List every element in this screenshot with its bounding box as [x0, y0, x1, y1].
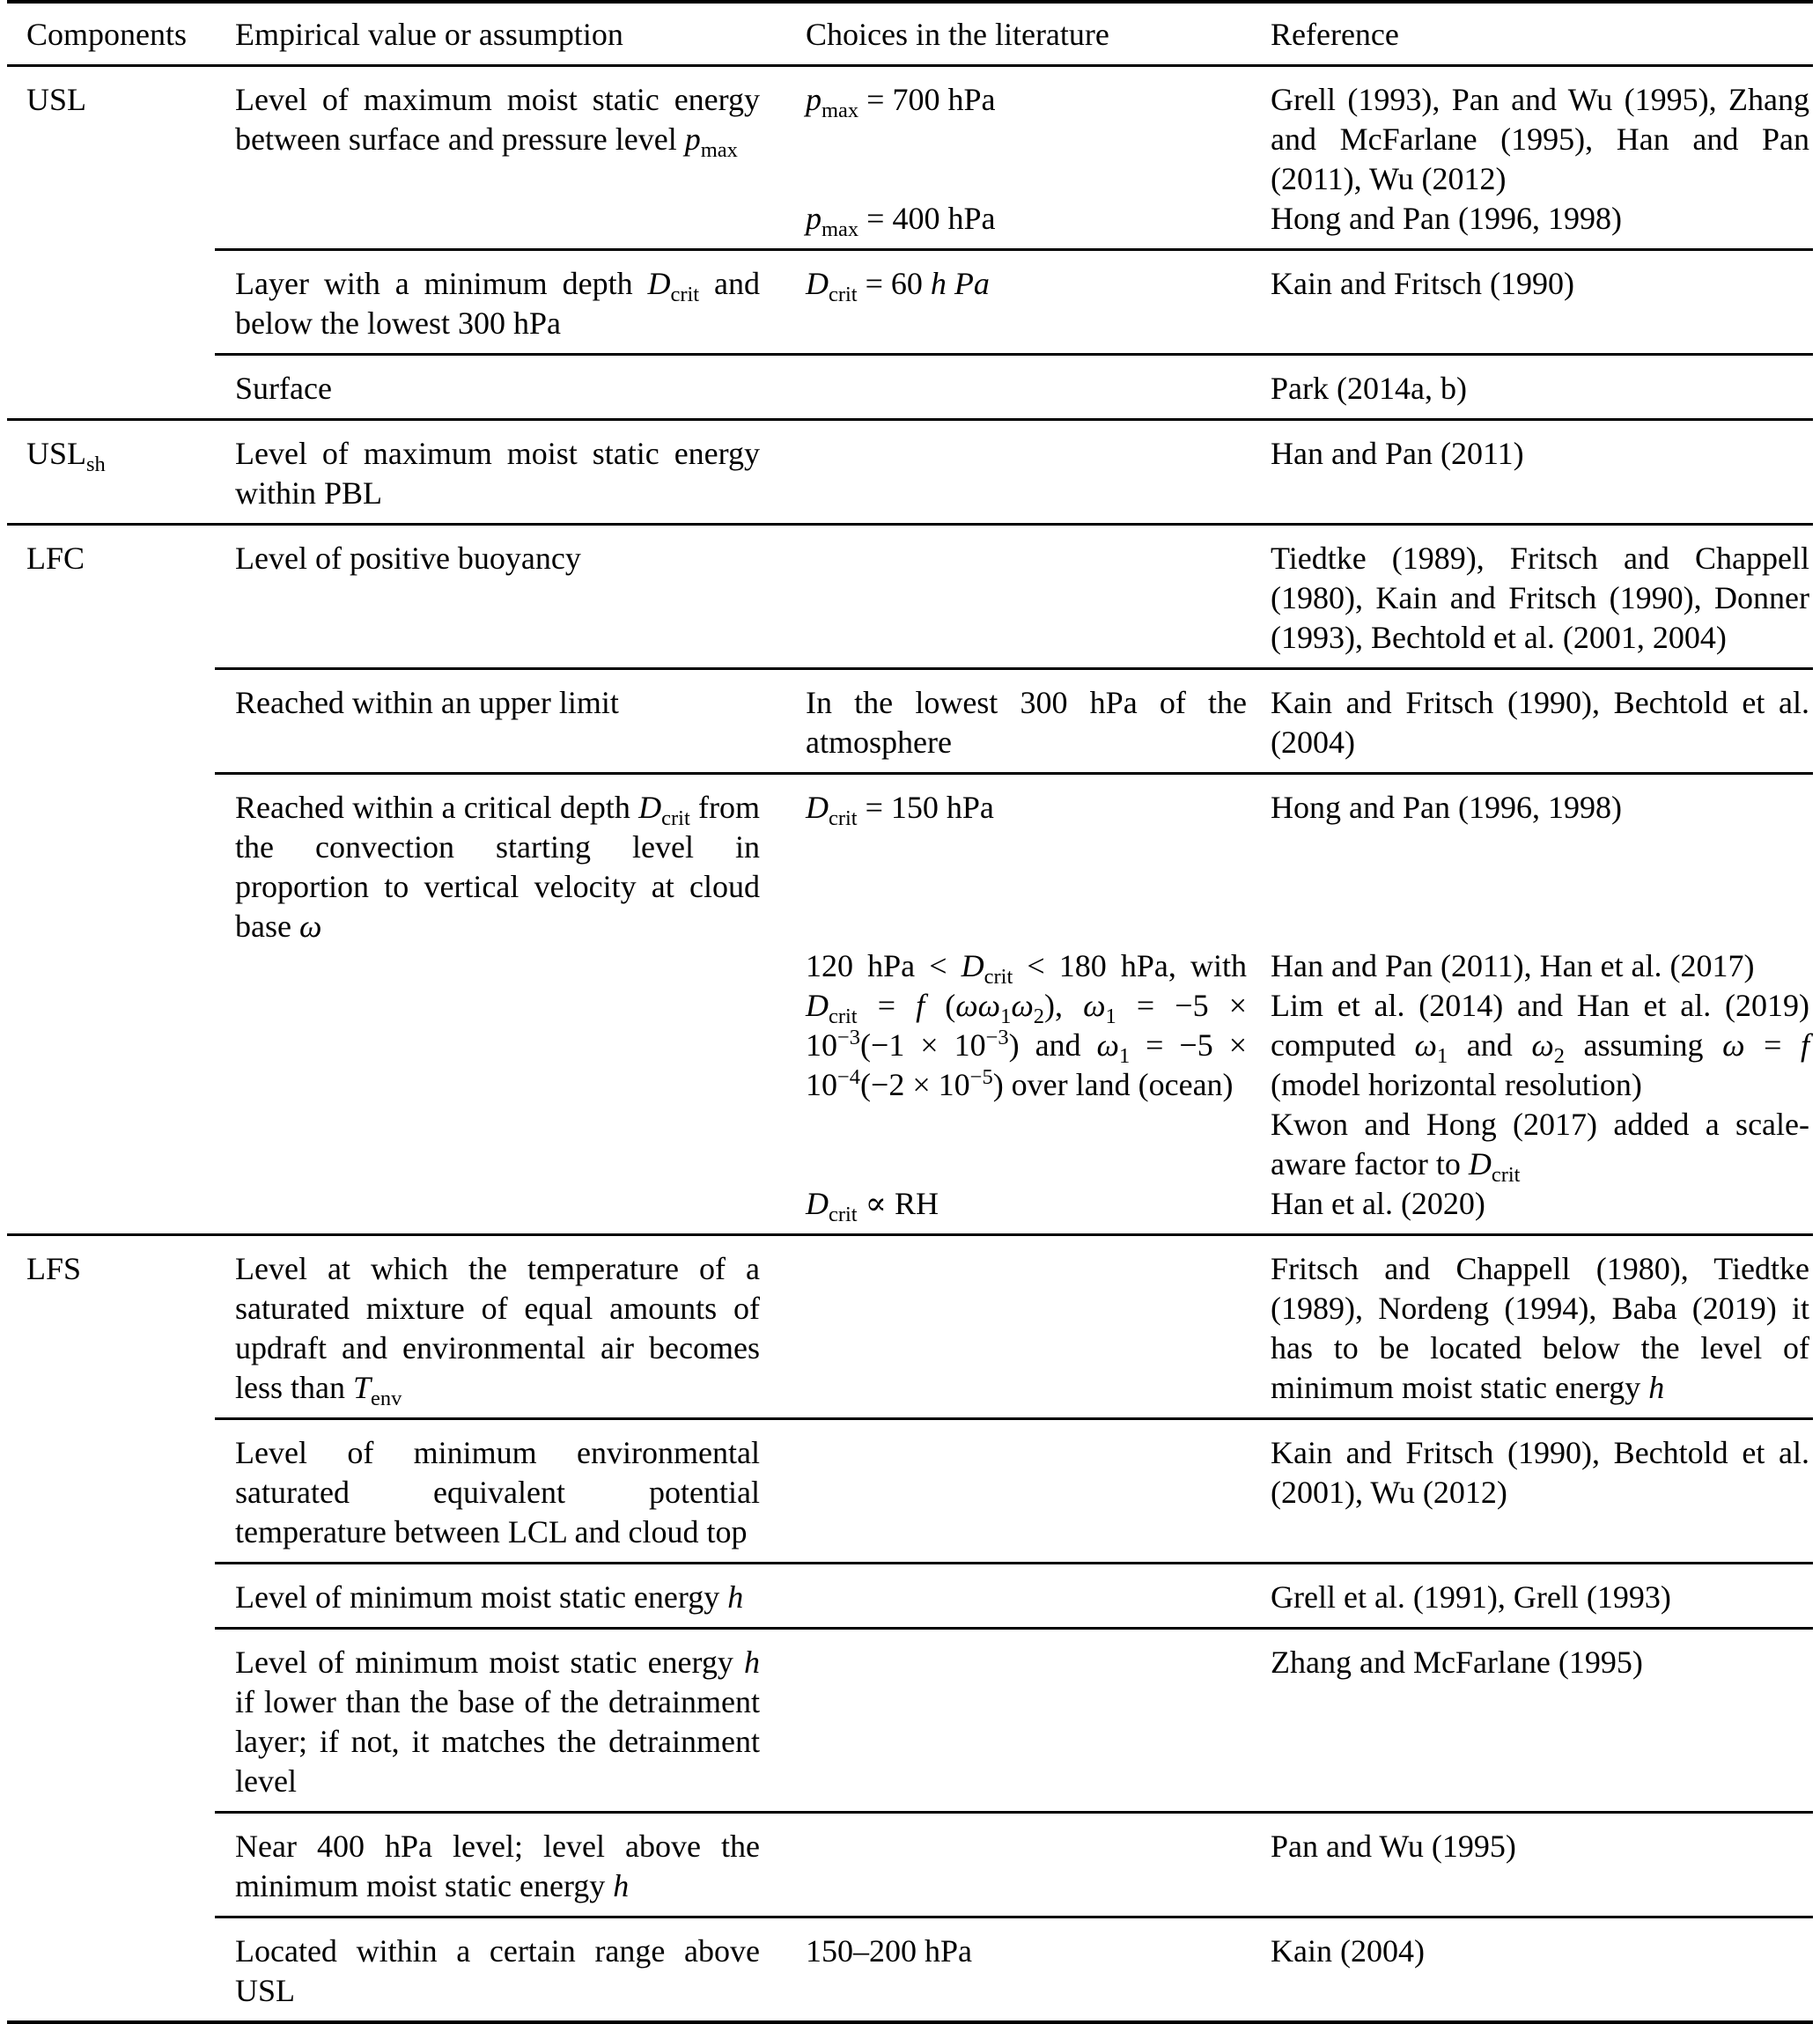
choice-cell-empty [788, 1564, 1259, 1578]
col-header-reference: Reference [1271, 17, 1399, 52]
empirical-cell: Level of maximum moist static energy between surface and pressure level $p_{max}$ [235, 82, 760, 163]
group-lfc-rows [215, 526, 1813, 1233]
choice-cell: $p_{max} = 700$ hPa [806, 82, 996, 123]
choice-cell-empty [788, 1420, 1259, 1433]
choice-cell: $p_{max} = 400$ hPa [806, 201, 996, 242]
reference-cell: Grell (1993), Pan and Wu (1995), Zhang and McFarlane (1995), Han and Pan (2011), Wu (2012) [1271, 82, 1809, 196]
col-header-empirical: Empirical value or assumption [235, 17, 623, 52]
choice-cell-empty [788, 356, 1259, 369]
reference-cell: Tiedtke (1989), Fritsch and Chappell (1980), Kain and Fritsch (1990), Donner (1993), Bechtold et al. (2001, 2004) [1271, 541, 1809, 655]
convection-components-table [7, 0, 1813, 2024]
choice-cell-empty [788, 1630, 1259, 1643]
choice-cell-empty [788, 1236, 1259, 1249]
reference-cell: Han and Pan (2011) [1271, 436, 1524, 471]
reference-cell: Fritsch and Chappell (1980), Tiedtke (1989), Nordeng (1994), Baba (2019) it has to be located below the level of minimum moist static energy h [1271, 1251, 1809, 1405]
reference-cell: Kain and Fritsch (1990), Bechtold et al. (2001), Wu (2012) [1271, 1435, 1809, 1510]
reference-cell: Zhang and McFarlane (1995) [1271, 1645, 1643, 1680]
col-header-choices: Choices in the literature [806, 17, 1109, 52]
row-line [215, 1236, 1813, 1411]
table-row [215, 1417, 1813, 1562]
empirical-cell: Layer with a minimum depth $D_{crit}$ and below the lowest 300 hPa [235, 266, 761, 341]
table-row [215, 1627, 1813, 1811]
reference-cell: Pan and Wu (1995) [1271, 1829, 1516, 1864]
empirical-cell: Near 400 hPa level; level above the minimum moist static energy h [235, 1829, 760, 1903]
choice-cell: 120 hPa < $D_{crit} < 180$ hPa, with $D_{crit} = f$ $(\omega\omega_1\omega_2)$, $\omega_1 = -5 \times 10^{-3}(-1 \times 10^{-3})$ and $\omega_1 = -5 \times 10^{-4}(-2 \times 10^{-5})$ over land (ocean) [806, 948, 1247, 1102]
component-cell-usl-sh: $USL_{sh}$ [26, 436, 106, 477]
empirical-cell: Level of minimum moist static energy h [235, 1579, 744, 1615]
reference-cell: Kain (2004) [1271, 1933, 1425, 1969]
component-cell-lfs: LFS [26, 1251, 82, 1286]
table-row [215, 1562, 1813, 1627]
row-line [215, 67, 1813, 199]
group-lfs-rows [215, 1236, 1813, 2020]
reference-cell: Park (2014a, b) [1271, 371, 1467, 406]
component-cell-lfc: LFC [26, 541, 85, 576]
table-row [215, 421, 1813, 523]
empirical-cell: Level of positive buoyancy [235, 541, 581, 576]
reference-cell: Kain and Fritsch (1990) [1271, 266, 1574, 301]
empirical-cell: Reached within an upper limit [235, 685, 619, 720]
table-row [215, 526, 1813, 667]
group-usl [7, 67, 1813, 418]
empirical-cell: Located within a certain range above USL [235, 1933, 760, 2008]
row-line [215, 199, 1813, 242]
table-row [215, 67, 1813, 248]
row-line [215, 356, 1813, 408]
table-row [215, 353, 1813, 418]
row-line [215, 775, 1813, 946]
row-line [215, 421, 1813, 513]
choice-cell: In the lowest 300 hPa of the atmosphere [806, 685, 1247, 760]
choice-cell: $D_{crit} = 60$ h Pa [806, 266, 990, 307]
table-row [215, 1916, 1813, 2020]
reference-cell: Grell et al. (1991), Grell (1993) [1271, 1579, 1671, 1615]
reference-cell: Han et al. (2020) [1271, 1186, 1485, 1221]
empirical-cell-empty [215, 1184, 788, 1185]
empirical-cell: Level of maximum moist static energy within PBL [235, 436, 760, 511]
empirical-cell-empty [215, 199, 788, 200]
empirical-cell: Surface [235, 371, 332, 406]
reference-cell: Han and Pan (2011), Han et al. (2017) Lim et al. (2014) and Han et al. (2019) computed $\omega_1$ and $\omega_2$ assuming ω = f (model horizontal resolution) Kwon and Hong (2017) added a scale-aware factor to $D_{crit}$ [1271, 948, 1809, 1188]
row-line [215, 1814, 1813, 1906]
reference-cell: Kain and Fritsch (1990), Bechtold et al. (2004) [1271, 685, 1809, 760]
choice-cell: $D_{crit}$ ∝ RH [806, 1186, 939, 1227]
row-line [215, 946, 1813, 1188]
empirical-cell: Level at which the temperature of a saturated mixture of equal amounts of updraft and environmental air becomes less than $T_{env}$ [235, 1251, 760, 1411]
table-row [215, 667, 1813, 772]
table-row [215, 248, 1813, 353]
row-line [215, 251, 1813, 343]
group-usl-rows [215, 67, 1813, 418]
table-row [215, 1236, 1813, 1417]
choice-cell-empty [788, 526, 1259, 539]
row-line [215, 1918, 1813, 2011]
row-line [215, 1184, 1813, 1227]
row-line [215, 1564, 1813, 1617]
empirical-cell: Level of minimum moist static energy h if lower than the base of the detrainment layer; if not, it matches the detrainment level [235, 1645, 760, 1799]
row-line [215, 670, 1813, 762]
empirical-cell: Level of minimum environmental saturated equivalent potential temperature between LCL and cloud top [235, 1435, 760, 1549]
table-row [215, 772, 1813, 1233]
group-usl-sh-rows [215, 421, 1813, 523]
row-line [215, 1630, 1813, 1801]
table-header-row [7, 4, 1813, 67]
choice-cell-empty [788, 1814, 1259, 1827]
choice-cell-empty [788, 421, 1259, 434]
group-usl-sh [7, 418, 1813, 523]
col-header-components: Components [26, 17, 188, 52]
choice-cell: $D_{crit} = 150$ hPa [806, 790, 994, 831]
row-line [215, 1420, 1813, 1552]
empirical-cell: Reached within a critical depth $D_{crit}$ from the convection starting level in proportion to vertical velocity at cloud base ω [235, 790, 760, 944]
group-lfs [7, 1233, 1813, 2020]
row-line [215, 526, 1813, 658]
empirical-cell-empty [215, 946, 788, 947]
component-cell-usl: USL [26, 82, 87, 117]
choice-cell: 150–200 hPa [806, 1933, 972, 1969]
table-row [215, 1811, 1813, 1916]
reference-cell: Hong and Pan (1996, 1998) [1271, 790, 1622, 825]
reference-cell: Hong and Pan (1996, 1998) [1271, 201, 1622, 236]
table-bottom-rule [7, 2020, 1813, 2024]
group-lfc [7, 523, 1813, 1233]
